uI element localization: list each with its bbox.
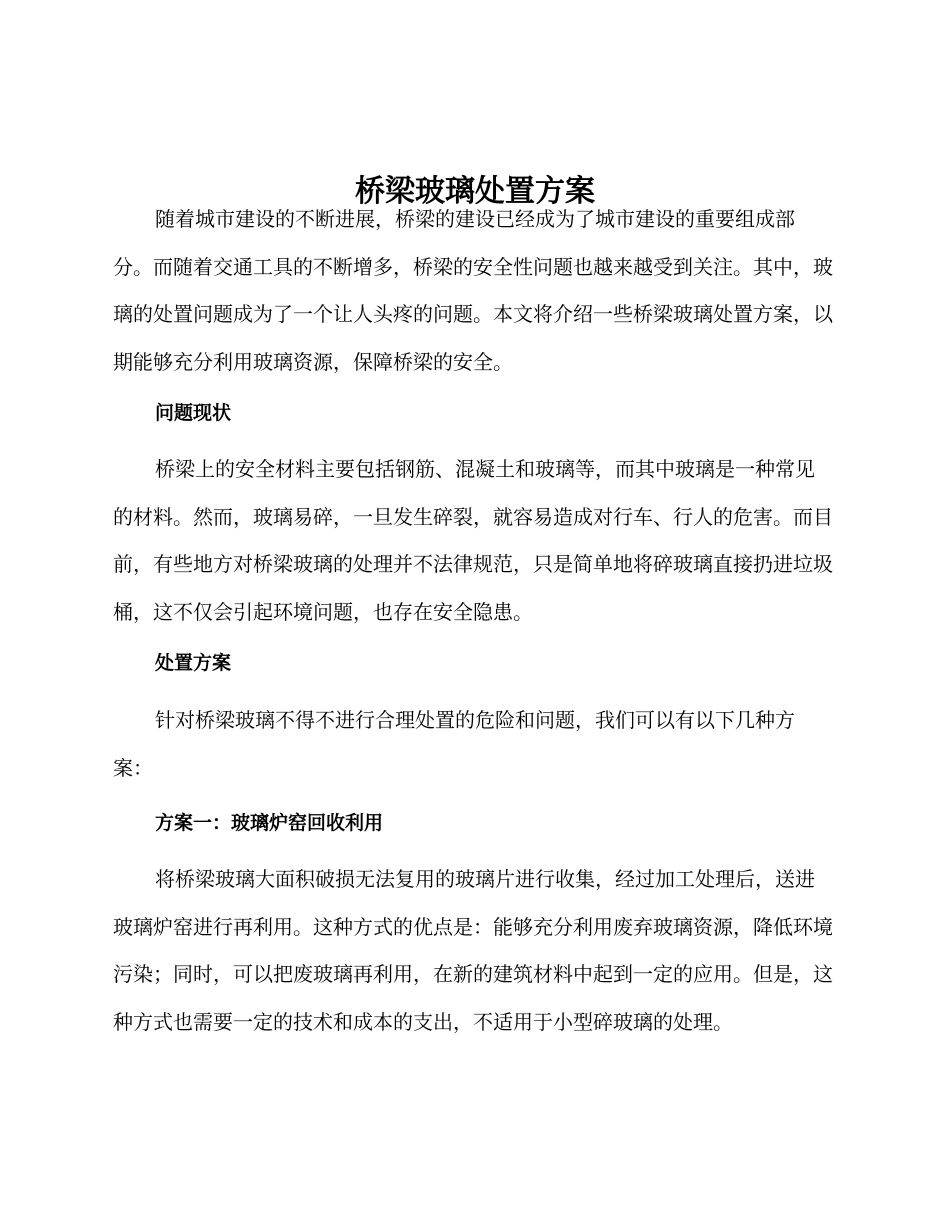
solutions-intro-paragraph: 针对桥梁玻璃不得不进行合理处置的危险和问题，我们可以有以下几种方案： xyxy=(113,708,795,780)
plan-one-heading: 方案一：玻璃炉窑回收利用 xyxy=(155,812,384,834)
document-title: 桥梁玻璃处置方案 xyxy=(355,174,595,210)
section-heading-problem: 问题现状 xyxy=(155,402,232,424)
problem-paragraph: 桥梁上的安全材料主要包括钢筋、混凝土和玻璃等，而其中玻璃是一种常见的材料。然而，玻璃易碎，一旦发生碎裂，就容易造成对行车、行人的危害。而目前，有些地方对桥梁玻璃的处理并不法律规范，只是简单地将碎玻璃直接扔进垃圾桶，这不仅会引起环境问题，也存在安全隐患。 xyxy=(113,457,833,624)
plan-one-paragraph: 将桥梁玻璃大面积破损无法复用的玻璃片进行收集，经过加工处理后，送进玻璃炉窑进行再利用。这种方式的优点是：能够充分利用废弃玻璃资源，降低环境污染；同时，可以把废玻璃再利用，在新的建筑材料中起到一定的应用。但是，这种方式也需要一定的技术和成本的支出，不适用于小型碎玻璃的处理。 xyxy=(113,867,833,1034)
section-heading-solutions: 处置方案 xyxy=(155,652,232,674)
intro-paragraph: 随着城市建设的不断进展，桥梁的建设已经成为了城市建设的重要组成部分。而随着交通工具的不断增多，桥梁的安全性问题也越来越受到关注。其中，玻璃的处置问题成为了一个让人头疼的问题。本文将介绍一些桥梁玻璃处置方案，以期能够充分利用玻璃资源，保障桥梁的安全。 xyxy=(113,207,833,374)
